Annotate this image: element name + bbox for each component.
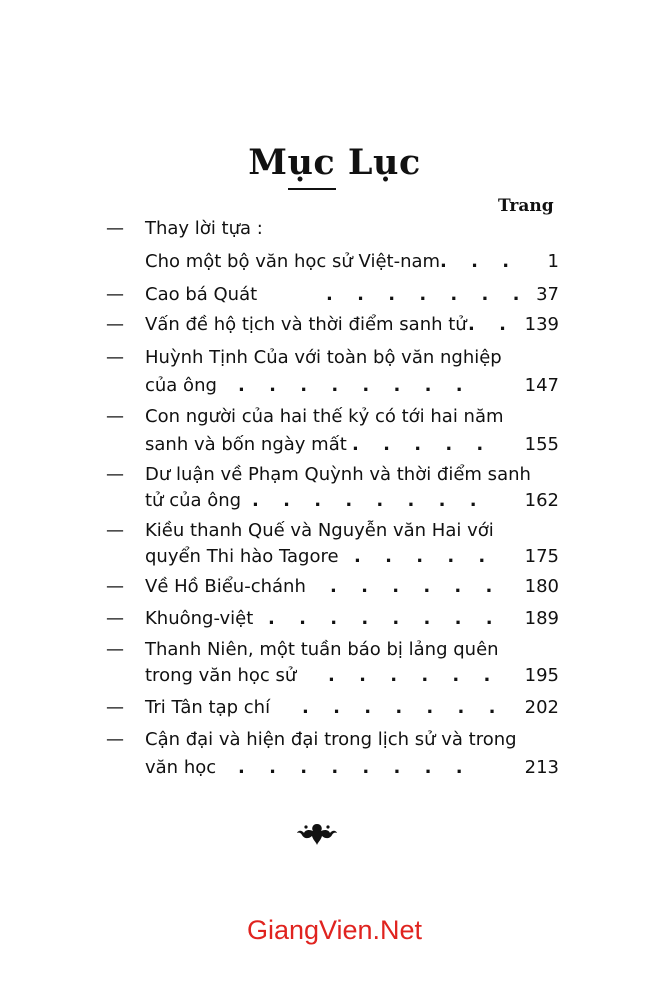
entry-dash: — (106, 697, 124, 718)
entry-dash: — (106, 576, 124, 597)
entry-page-number: 147 (524, 375, 559, 396)
entry-dash: — (106, 284, 124, 305)
toc-entry (0, 344, 669, 372)
toc-entry (0, 726, 669, 754)
toc-entry (0, 694, 669, 722)
toc-entry (0, 248, 669, 276)
entry-title: quyển Thi hào Tagore (145, 546, 339, 567)
entry-title: Tri Tân tạp chí (145, 697, 271, 718)
entry-dash: — (106, 608, 124, 629)
toc-entry-continuation (0, 662, 669, 690)
dot-leader: . . . . . . (330, 576, 502, 597)
entry-title: Cho một bộ văn học sử Việt-nam (145, 251, 441, 272)
entry-page-number: 213 (524, 757, 559, 778)
toc-entry (0, 461, 669, 489)
entry-title: Cận đại và hiện đại trong lịch sử và trong (145, 729, 517, 750)
page-column-header: Trang (498, 196, 554, 216)
toc-entry (0, 311, 669, 339)
dot-leader: . . . . . (354, 546, 495, 567)
entry-title: Huỳnh Tịnh Của với toàn bộ văn nghiệp (145, 347, 502, 368)
entry-page-number: 155 (524, 434, 559, 455)
entry-title: sanh và bốn ngày mất (145, 434, 347, 455)
dot-leader: . . . . . . . . (238, 375, 472, 396)
entry-title: Thay lời tựa : (145, 218, 263, 239)
entry-dash: — (106, 520, 124, 541)
watermark-text: GiangVien.Net (246, 915, 423, 945)
entry-title: Cao bá Quát (145, 284, 258, 305)
entry-dash: — (106, 218, 124, 239)
toc-entry-continuation (0, 543, 669, 571)
toc-entry-continuation (0, 431, 669, 459)
entry-title: Vấn đề hộ tịch và thời điểm sanh tử (145, 314, 467, 335)
fleuron-ornament-icon (296, 820, 338, 846)
entry-title: Con người của hai thế kỷ có tới hai năm (145, 406, 504, 427)
toc-entry (0, 517, 669, 545)
entry-dash: — (106, 406, 124, 427)
toc-entry (0, 573, 669, 601)
entry-dash: — (106, 347, 124, 368)
toc-entry (0, 636, 669, 664)
entry-title: Về Hồ Biểu-chánh (145, 576, 306, 597)
entry-page-number: 202 (524, 697, 559, 718)
entry-page-number: 189 (524, 608, 559, 629)
dot-leader: . . . . . . . (326, 284, 529, 305)
entry-page-number: 139 (524, 314, 559, 335)
entry-title: Kiều thanh Quế và Nguyễn văn Hai với (145, 520, 494, 541)
dot-leader: . . . . . . (328, 665, 500, 686)
toc-entry-continuation (0, 754, 669, 782)
toc-entry (0, 605, 669, 633)
toc-entry (0, 403, 669, 431)
dot-leader: . . . (440, 251, 519, 272)
page-title: Mục Lục (248, 142, 421, 183)
dot-leader: . . (468, 314, 515, 335)
entry-dash: — (106, 464, 124, 485)
dot-leader: . . . . . . . . (252, 490, 486, 511)
entry-dash: — (106, 639, 124, 660)
entry-title: văn học (145, 757, 217, 778)
entry-page-number: 175 (524, 546, 559, 567)
dot-leader: . . . . . . . (302, 697, 505, 718)
entry-dash: — (106, 314, 124, 335)
toc-entry-continuation (0, 487, 669, 515)
toc-entry (0, 215, 669, 243)
entry-page-number: 180 (524, 576, 559, 597)
entry-page-number: 195 (524, 665, 559, 686)
entry-title: tử của ông (145, 490, 242, 511)
entry-page-number: 1 (547, 251, 559, 272)
entry-dash: — (106, 729, 124, 750)
entry-page-number: 162 (524, 490, 559, 511)
dot-leader: . . . . . . . . (238, 757, 472, 778)
entry-title: trong văn học sử (145, 665, 297, 686)
entry-title: Thanh Niên, một tuần báo bị lảng quên (145, 639, 499, 660)
dot-leader: . . . . . (352, 434, 493, 455)
entry-title: của ông (145, 375, 217, 396)
entry-page-number: 37 (536, 284, 559, 305)
entry-title: Khuông-việt (145, 608, 254, 629)
dot-leader: . . . . . . . . (268, 608, 502, 629)
entry-title: Dư luận về Phạm Quỳnh và thời điểm sanh (145, 464, 531, 485)
toc-entry (0, 281, 669, 309)
toc-entry-continuation (0, 372, 669, 400)
